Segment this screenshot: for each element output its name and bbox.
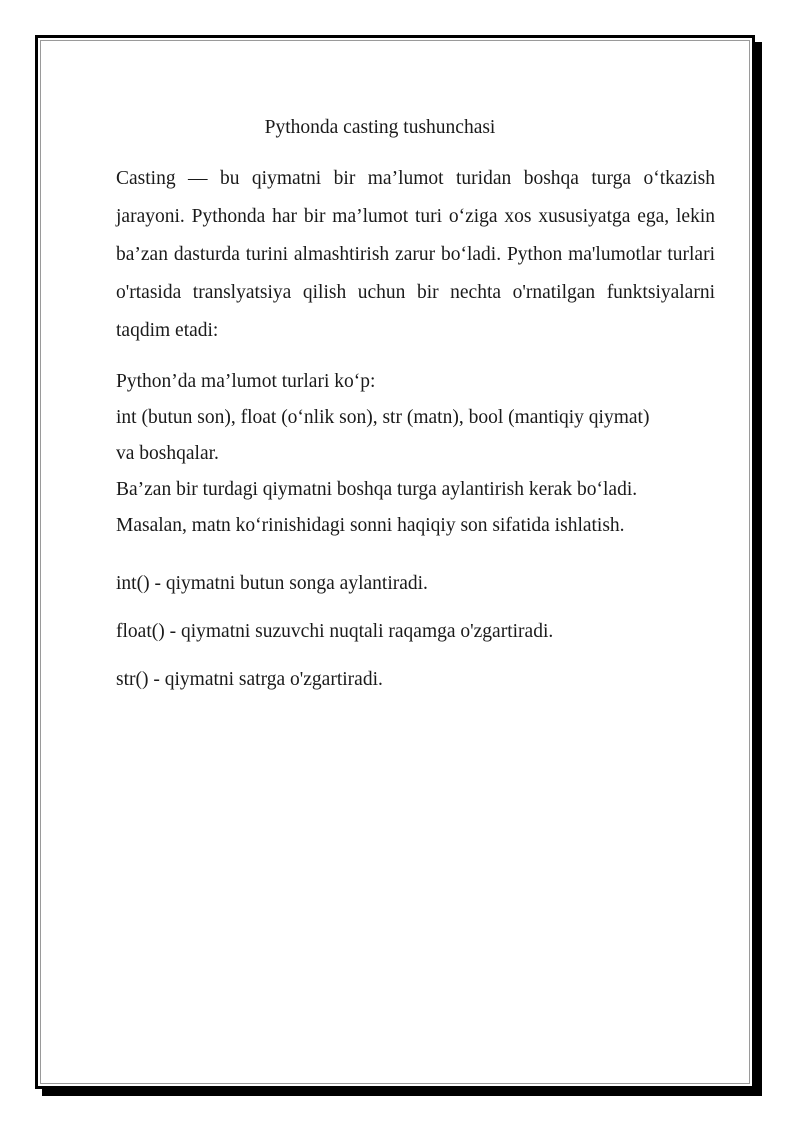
text-line: int (butun son), float (o‘nlik son), str (matn), bool (mantiqiy qiymat)	[116, 407, 650, 428]
text-line: Ba’zan bir turdagi qiymatni boshqa turga aylantirish kerak bo‘ladi.	[116, 479, 638, 500]
text-line: Python’da ma’lumot turlari ko‘p:	[116, 371, 376, 392]
data-types-paragraph	[116, 364, 726, 544]
text-line: va boshqalar.	[116, 443, 219, 464]
function-str-description: str() - qiymatni satrga o'zgartiradi.	[116, 669, 383, 690]
document-title: Pythonda casting tushunchasi	[264, 117, 496, 138]
function-int-description: int() - qiymatni butun songa aylantiradi.	[116, 573, 428, 594]
function-float-description: float() - qiymatni suzuvchi nuqtali raqamga o'zgartiradi.	[116, 621, 554, 642]
intro-paragraph: Casting — bu qiymatni bir ma’lumot turidan boshqa turga o‘tkazish jarayoni. Pythonda har bir ma’lumot turi o‘ziga xos xususiyatga ega, lekin ba’zan dasturda turini almashtirish zarur bo‘ladi. Python ma'lumotlar turlari o'rtasida translyatsiya qilish uchun bir nechta o'rnatilgan funktsiyalarni taqdim etadi:	[116, 168, 715, 341]
text-line: Masalan, matn ko‘rinishidagi sonni haqiqiy son sifatida ishlatish.	[116, 515, 625, 536]
